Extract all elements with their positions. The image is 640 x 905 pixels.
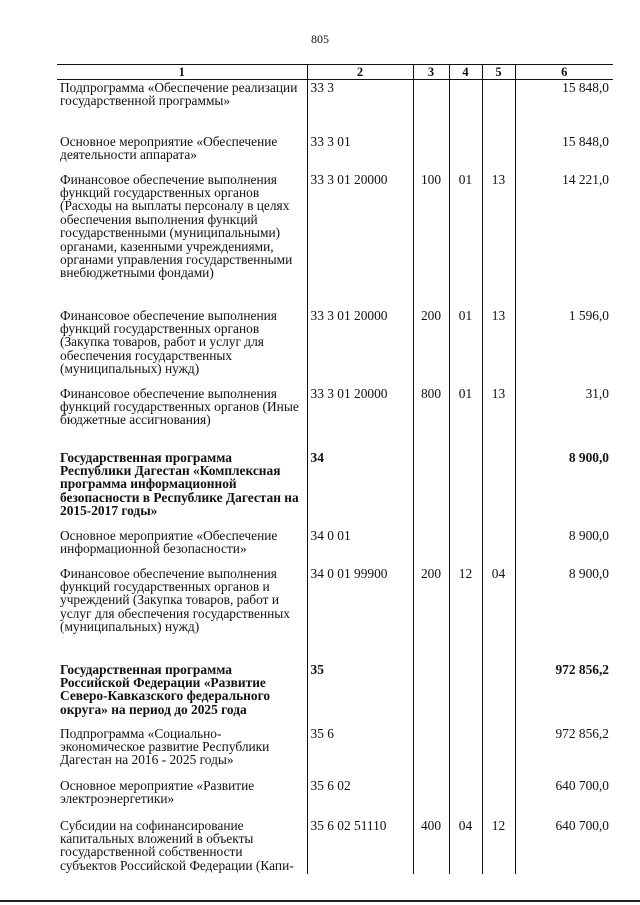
row-pr xyxy=(482,134,515,172)
row-sum: 972 856,2 xyxy=(515,726,613,778)
row-rz: 12 xyxy=(449,566,482,662)
row-rz xyxy=(449,134,482,172)
row-pr: 13 xyxy=(482,172,515,308)
row-rz xyxy=(449,450,482,528)
row-vr xyxy=(413,80,449,134)
header-row xyxy=(57,65,613,80)
table-row xyxy=(57,386,613,450)
table-row xyxy=(57,726,613,778)
table-row xyxy=(57,818,613,874)
row-sum: 640 700,0 xyxy=(515,818,613,874)
row-pr xyxy=(482,726,515,778)
column-header-1: 1 xyxy=(57,65,307,80)
row-code: 33 3 xyxy=(307,80,413,134)
row-name: Основное мероприятие «Обеспечение деятельности аппарата» xyxy=(60,133,278,162)
table-row xyxy=(57,172,613,308)
row-name: Подпрограмма «Социально-экономическое развитие Республики Дагестан на 2016 - 2025 годы» xyxy=(60,725,270,768)
row-code: 35 6 02 51110 xyxy=(307,818,413,874)
budget-table-container xyxy=(57,64,613,874)
row-pr xyxy=(482,450,515,528)
row-sum: 8 900,0 xyxy=(515,528,613,566)
row-sum: 15 848,0 xyxy=(515,134,613,172)
row-code: 35 6 xyxy=(307,726,413,778)
table-row xyxy=(57,134,613,172)
row-vr: 200 xyxy=(413,308,449,386)
row-rz xyxy=(449,726,482,778)
row-name: Основное мероприятие «Развитие электроэнергетики» xyxy=(60,777,255,806)
row-code: 34 0 01 xyxy=(307,528,413,566)
row-code: 35 xyxy=(307,662,413,726)
row-vr xyxy=(413,134,449,172)
column-header-6: 6 xyxy=(515,65,613,80)
row-rz: 01 xyxy=(449,172,482,308)
row-rz xyxy=(449,662,482,726)
row-vr: 200 xyxy=(413,566,449,662)
row-vr xyxy=(413,726,449,778)
row-rz: 01 xyxy=(449,386,482,450)
page-bottom-rule xyxy=(0,900,640,902)
row-sum: 8 900,0 xyxy=(515,450,613,528)
row-rz xyxy=(449,80,482,134)
row-pr xyxy=(482,528,515,566)
row-sum: 640 700,0 xyxy=(515,778,613,818)
row-sum: 31,0 xyxy=(515,386,613,450)
table-body xyxy=(57,80,613,874)
row-code: 33 3 01 20000 xyxy=(307,172,413,308)
row-name: Финансовое обеспечение выполнения функций государственных органов (Расходы на выплаты персоналу в целях обеспечения выполнения функций государственными (муниципальными) органами, казенными учреждениями, органами управления государственными внебюджетными фондами) xyxy=(60,171,293,281)
row-pr: 12 xyxy=(482,818,515,874)
table-row xyxy=(57,778,613,818)
page-number: 805 xyxy=(311,32,329,46)
table-row xyxy=(57,80,613,134)
row-rz: 01 xyxy=(449,308,482,386)
table-header xyxy=(57,65,613,80)
row-rz xyxy=(449,528,482,566)
row-vr: 400 xyxy=(413,818,449,874)
row-name: Основное мероприятие «Обеспечение информационной безопасности» xyxy=(60,527,278,556)
row-name: Финансовое обеспечение выполнения функций государственных органов (Закупка товаров, работ и услуг для обеспечения государственных (муниципальных) нужд) xyxy=(60,307,277,377)
row-pr xyxy=(482,80,515,134)
row-name: Финансовое обеспечение выполнения функций государственных органов (Иные бюджетные ассигнования) xyxy=(60,385,299,428)
row-sum: 1 596,0 xyxy=(515,308,613,386)
row-pr: 04 xyxy=(482,566,515,662)
row-code: 33 3 01 xyxy=(307,134,413,172)
row-name: Подпрограмма «Обеспечение реализации государственной программы» xyxy=(60,80,298,109)
row-vr: 800 xyxy=(413,386,449,450)
row-vr xyxy=(413,662,449,726)
table-row xyxy=(57,528,613,566)
table-row xyxy=(57,566,613,662)
row-name: Финансовое обеспечение выполнения функций государственных органов и учреждений (Закупка товаров, работ и услуг для обеспечения государственных (муниципальных) нужд) xyxy=(60,565,290,635)
table-row xyxy=(57,308,613,386)
row-sum: 14 221,0 xyxy=(515,172,613,308)
row-sum: 15 848,0 xyxy=(515,80,613,134)
row-vr xyxy=(413,778,449,818)
row-vr: 100 xyxy=(413,172,449,308)
row-sum: 8 900,0 xyxy=(515,566,613,662)
column-header-2: 2 xyxy=(307,65,413,80)
table-row xyxy=(57,450,613,528)
row-name: Субсидии на софинансирование капитальных вложений в объекты государственной собственности субъектов Российской Федерации (Капи- xyxy=(60,817,294,873)
row-pr xyxy=(482,662,515,726)
row-code: 33 3 01 20000 xyxy=(307,308,413,386)
row-pr: 13 xyxy=(482,386,515,450)
row-name: Государственная программа Республики Дагестан «Комплексная программа информационной безопасности в Республике Дагестан на 2015-2017 годы» xyxy=(60,449,299,519)
column-header-5: 5 xyxy=(482,65,515,80)
row-name: Государственная программа Российской Федерации «Развитие Северо-Кавказского федерального округа» на период до 2025 года xyxy=(60,661,271,717)
row-vr xyxy=(413,528,449,566)
budget-table xyxy=(57,64,613,874)
table-row xyxy=(57,662,613,726)
row-rz: 04 xyxy=(449,818,482,874)
row-sum: 972 856,2 xyxy=(515,662,613,726)
column-header-3: 3 xyxy=(413,65,449,80)
row-code: 34 xyxy=(307,450,413,528)
row-pr xyxy=(482,778,515,818)
column-header-4: 4 xyxy=(449,65,482,80)
row-vr xyxy=(413,450,449,528)
row-code: 34 0 01 99900 xyxy=(307,566,413,662)
row-code: 33 3 01 20000 xyxy=(307,386,413,450)
row-code: 35 6 02 xyxy=(307,778,413,818)
row-rz xyxy=(449,778,482,818)
row-pr: 13 xyxy=(482,308,515,386)
